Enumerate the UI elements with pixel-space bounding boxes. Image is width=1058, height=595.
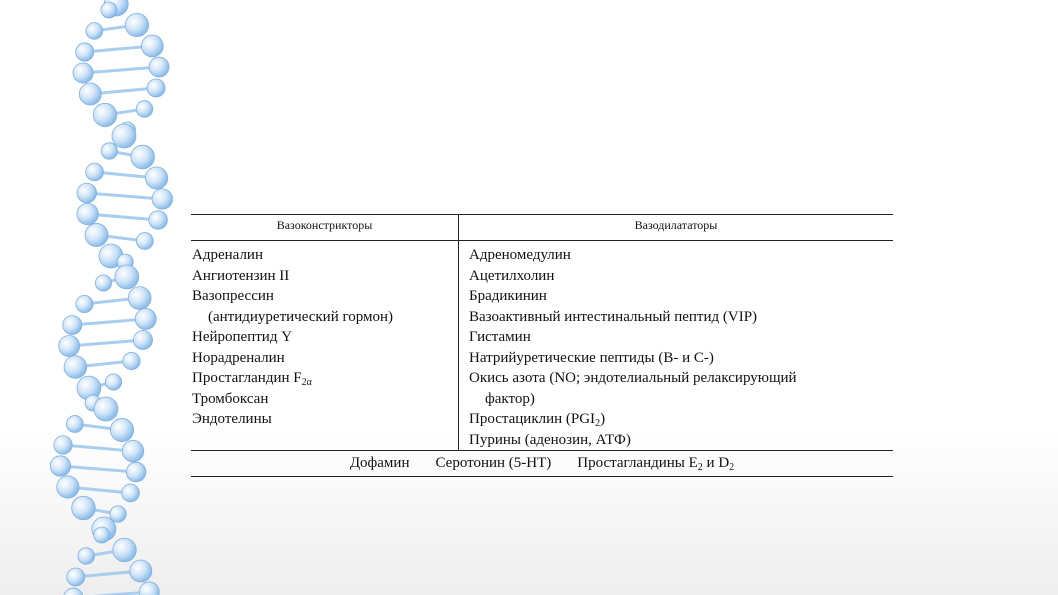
subscript-e2: 2 — [697, 462, 703, 473]
dna-sphere — [57, 476, 79, 498]
footer-dopamine: Дофамин — [349, 455, 410, 471]
table-header-rule — [191, 240, 893, 241]
dna-sphere — [85, 223, 108, 246]
list-item: Натрийуретические пептиды (В- и С-) — [469, 349, 714, 366]
dna-sphere — [54, 436, 72, 454]
dna-sphere — [110, 506, 126, 522]
list-item: Вазоактивный интестинальный пептид (VIP) — [469, 308, 758, 325]
dna-sphere — [125, 13, 148, 36]
dna-sphere — [63, 316, 82, 335]
footer-serotonin: Серотонин (5-НТ) — [435, 455, 552, 471]
dna-sphere — [130, 560, 152, 582]
vasoactive-substances-table — [191, 214, 893, 477]
list-item: Окись азота (NO; эндотелиальный релаксирующий — [469, 370, 797, 386]
prostaglandin-f-text: Простагландин F — [192, 370, 302, 386]
dna-sphere — [149, 211, 168, 230]
list-item — [192, 368, 456, 389]
dna-sphere — [77, 183, 97, 203]
closing-paren: ) — [600, 411, 606, 427]
list-item: фактор) — [485, 390, 535, 407]
dna-sphere — [59, 336, 80, 357]
dna-sphere — [76, 43, 94, 61]
header-vasodilators: Вазодилататоры — [634, 218, 718, 232]
dna-sphere — [145, 167, 167, 189]
dna-sphere — [72, 496, 96, 520]
dna-sphere — [115, 265, 139, 289]
dna-sphere — [110, 418, 133, 441]
dna-sphere — [79, 83, 101, 105]
list-item: Ацетилхолин — [469, 267, 555, 284]
table-column-divider — [458, 214, 459, 450]
dna-sphere — [152, 189, 172, 209]
dna-sphere — [73, 63, 93, 83]
dna-sphere — [86, 163, 104, 181]
dna-sphere — [122, 484, 140, 502]
dna-rung — [87, 193, 162, 199]
dna-rung — [60, 466, 136, 472]
dna-sphere — [133, 330, 152, 349]
prostacyclin-text: Простациклин (PGI — [469, 411, 596, 427]
dna-sphere — [112, 124, 136, 148]
dna-sphere — [149, 57, 169, 77]
dna-sphere — [50, 456, 70, 476]
dna-sphere — [139, 582, 159, 595]
footer-and-d: и D — [702, 455, 730, 471]
dna-sphere — [147, 79, 165, 97]
dna-sphere — [94, 527, 110, 543]
list-item: Брадикинин — [469, 288, 547, 304]
dna-sphere — [66, 416, 83, 433]
subscript-2-alpha: 2α — [301, 377, 312, 388]
list-item: Гистамин — [469, 329, 531, 345]
dna-sphere — [136, 233, 153, 250]
dna-sphere — [105, 374, 121, 390]
list-item: (антидиуретический гормон) — [208, 308, 394, 325]
dna-sphere — [135, 308, 156, 329]
list-item: Эндотелины — [192, 411, 272, 427]
table-footer-row — [191, 455, 893, 472]
dna-sphere — [101, 143, 117, 159]
list-item: Ангиотензин II — [192, 267, 290, 284]
dna-sphere — [136, 101, 153, 118]
table-footer-rule — [191, 450, 893, 451]
dna-sphere — [101, 2, 117, 18]
dna-helix-icon — [40, 0, 190, 595]
dna-sphere — [77, 203, 98, 224]
dna-sphere — [122, 440, 144, 462]
list-item: Нейропептид Y — [192, 329, 293, 345]
dna-sphere — [126, 462, 146, 482]
dna-sphere — [141, 35, 163, 57]
vasodilators-column — [469, 245, 891, 450]
dna-sphere — [95, 275, 111, 291]
dna-sphere — [113, 538, 136, 561]
subscript-2: 2 — [595, 418, 601, 429]
dna-sphere — [128, 287, 151, 310]
list-item — [469, 409, 891, 430]
table-top-rule — [191, 214, 893, 215]
table-bottom-rule — [191, 476, 893, 477]
footer-prostaglandins: Простагландины E — [577, 455, 698, 471]
list-item: Норадреналин — [192, 349, 285, 366]
list-item: Тромбоксан — [192, 390, 269, 407]
dna-sphere — [94, 397, 118, 421]
dna-sphere — [63, 588, 83, 595]
dna-rung — [83, 67, 159, 73]
list-item: Адреномедулин — [469, 247, 571, 263]
dna-sphere — [78, 548, 95, 565]
dna-sphere — [86, 23, 103, 40]
dna-sphere — [123, 352, 140, 369]
header-vasoconstrictors: Вазоконстрикторы — [276, 218, 373, 232]
dna-sphere — [93, 103, 116, 126]
list-item: Вазопрессин — [192, 288, 274, 304]
dna-sphere — [67, 568, 85, 586]
dna-rung — [69, 340, 143, 346]
subscript-d2: 2 — [729, 462, 735, 473]
list-item: Адреналин — [192, 247, 263, 263]
dna-sphere — [131, 145, 155, 169]
dna-rung — [72, 319, 145, 325]
dna-sphere — [64, 356, 87, 379]
list-item: Пурины (аденозин, АТФ) — [469, 431, 631, 448]
dna-sphere — [76, 295, 93, 312]
vasoconstrictors-column — [192, 245, 456, 430]
